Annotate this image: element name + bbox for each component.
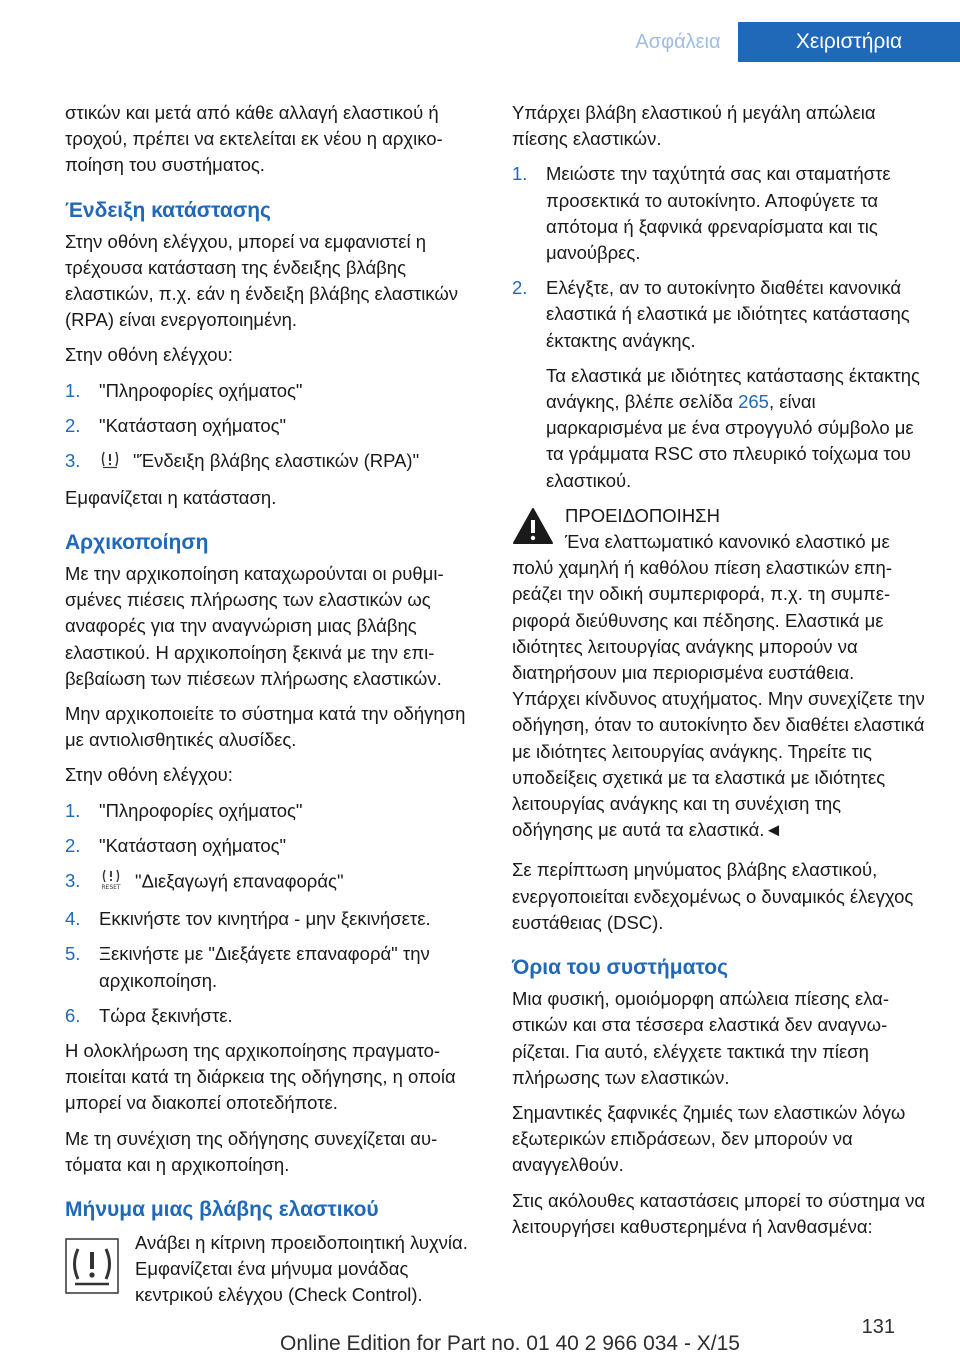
page-reference-link[interactable]: 265: [738, 391, 769, 413]
step-text: Μειώστε την ταχύτητά σας και σταματήστε προσεκτικά το αυτοκίνητο. Αποφύγετε τα απότομα ή ξαφνικά φρεναρίσματα και τις μανούβρες.: [546, 163, 891, 264]
page-footer: [0, 1310, 960, 1362]
warning-triangle-icon: [512, 507, 554, 545]
list-item: [65, 1003, 477, 1029]
init-heading: Αρχικοποίηση: [65, 530, 209, 554]
step-number: 2.: [512, 277, 528, 299]
continue-paragraph: Με τη συνέχιση της οδήγησης συνεχίζεται αυτόματα και η αρχικοποίηση.: [65, 1127, 438, 1175]
limits-paragraph-1: Μια φυσική, ομοιόμορφη απώλεια πίεσης ελαστικών και στα τέσσερα ελαστικά δεν αναγνωρίζεται. Για αυτό, ελέγχετε τακτικά την πίεση πλήρωσης των ελαστικών.: [512, 988, 890, 1088]
list-item: [65, 378, 477, 404]
tire-warning-icon: [99, 449, 121, 476]
limits-heading: Όρια του συστήματος: [512, 956, 729, 980]
status-steps-list: [65, 378, 477, 476]
step-text: "Ένδειξη βλάβης ελαστικών (RPA)": [133, 450, 420, 472]
list-item: [65, 413, 477, 439]
tire-reset-icon: [99, 868, 123, 897]
left-column: [65, 100, 477, 1310]
step-text: "Κατάσταση οχήματος": [99, 834, 287, 856]
step-text: Εκκινήστε τον κινητήρα - μην ξεκινήσετε.: [99, 908, 431, 930]
step-text: "Πληροφορίες οχήματος": [99, 379, 303, 401]
screen-label-2: Στην οθόνη ελέγχου:: [65, 764, 233, 786]
step-text: Τώρα ξεκινήστε.: [99, 1004, 233, 1026]
step-text: Ελέγξτε, αν το αυτοκίνητο διαθέτει κανονικά ελαστικά ή ελαστικά με ιδιότητες κατάστασης έκτακτης ανάγκης.: [546, 277, 910, 351]
list-item: [512, 161, 926, 266]
step-number: 4.: [65, 908, 81, 930]
init-steps-list: [65, 798, 477, 1029]
status-heading: Ένδειξη κατάστασης: [65, 198, 271, 222]
step-text: "Διεξαγωγή επαναφοράς": [135, 870, 344, 892]
intro-paragraph: στικών και μετά από κάθε αλλαγή ελαστικού ή τροχού, πρέπει να εκτελείται εκ νέου η αρχικοποίηση του συστήματος.: [65, 102, 443, 176]
rsc-text-before: Τα ελαστικά με ιδιότητες κατάστασης έκτακτης ανάγκης, βλέπε σελίδα: [546, 364, 920, 413]
warning-body: πολύ χαμηλή ή καθόλου πίεση ελαστικών επηρεάζει την οδική συμπεριφορά, π.χ. τη συμπεριφορά διεύθυνσης και πέδησης. Ελαστικά με ιδιότητες λειτουργίας ανάγκης μπορούν να διατηρήσουν μια περιορισμένα ευστάθεια. Υπάρχει κίνδυνος ατυχήματος. Μην συνεχίζετε την οδήγηση, όταν το αυτοκίνητο δεν διαθέτει ελαστικά με ιδιότητες λειτουργίας ανάγκης. Τηρείτε τις υποδείξεις σχετικά με τα ελαστικά με ιδιότητες λειτουργίας ανάγκης και τη συνέχιση της οδήγησης με αυτά τα ελαστικά.◄: [512, 557, 925, 841]
message-block: [65, 1230, 477, 1310]
list-item: [65, 906, 477, 932]
section-tab: Ασφάλεια: [635, 30, 721, 53]
message-heading: Μήνυμα μιας βλάβης ελαστικού: [65, 1198, 379, 1221]
step-number: 1.: [65, 379, 81, 401]
damage-steps-list: [512, 161, 926, 353]
step-text: Ξεκινήστε με "Διεξάγετε επαναφορά" την αρχικοποίηση.: [99, 943, 430, 991]
damage-paragraph: Υπάρχει βλάβη ελαστικού ή μεγάλη απώλεια πίεσης ελαστικών.: [512, 102, 876, 150]
list-item: [65, 833, 477, 859]
step-number: 3.: [65, 869, 81, 891]
step-number: 5.: [65, 943, 81, 965]
warning-title: ΠΡΟΕΙΔΟΠΟΙΗΣΗ: [565, 504, 720, 526]
step-number: 3.: [65, 450, 81, 472]
dsc-paragraph: Σε περίπτωση μηνύματος βλάβης ελαστικού, ενεργοποιείται ενδεχομένως ο δυναμικός έλεγχος ευστάθειας (DSC).: [512, 859, 914, 933]
step-number: 2.: [65, 414, 81, 436]
page-number: 131: [861, 1316, 895, 1338]
header-tabs: [618, 22, 960, 62]
step-number: 1.: [512, 163, 528, 185]
screen-label-1: Στην οθόνη ελέγχου:: [65, 344, 233, 366]
status-shown-paragraph: Εμφανίζεται η κατάσταση.: [65, 486, 277, 508]
chapter-tab: Χειριστήρια: [738, 22, 960, 62]
status-paragraph: Στην οθόνη ελέγχου, μπορεί να εμφανιστεί η τρέχουσα κατάσταση της ένδειξης βλάβης ελαστικών, π.χ. εάν η ένδειξη βλάβης ελαστικών (RPA) είναι ενεργοποιημένη.: [65, 230, 459, 331]
rsc-paragraph: [512, 363, 926, 494]
rsc-text-after: , είναι μαρκαρισμένα με ένα στρογγυλό σύμβολο με τα γράμματα RSC στο πλευρικό τοίχωμα του ελαστικού.: [546, 391, 914, 491]
list-item: [65, 448, 477, 476]
limits-paragraph-3: Στις ακόλουθες καταστάσεις μπορεί το σύστημα να λειτουργήσει καθυστερημένα ή λανθασμένα:: [512, 1189, 926, 1237]
chains-paragraph: Μην αρχικοποιείτε το σύστημα κατά την οδήγηση με αντιολισθητικές αλυσίδες.: [65, 702, 466, 751]
step-text: "Πληροφορίες οχήματος": [99, 799, 303, 821]
limits-paragraph-2: Σημαντικές ξαφνικές ζημιές των ελαστικών λόγω εξωτερικών επιδράσεων, δεν μπορούν να αναγγελθούν.: [512, 1101, 906, 1176]
list-item: [65, 798, 477, 824]
right-column: [512, 100, 926, 1249]
step-number: 2.: [65, 834, 81, 856]
list-item: [65, 941, 477, 993]
init-paragraph: Με την αρχικοποίηση καταχωρούνται οι ρυθμισμένες πιέσεις πλήρωσης των ελαστικών ως αναφορές για την αναγνώριση μιας βλάβης ελαστικού. Η αρχικοποίηση ξεκινά με την επιβεβαίωση των πιέσεων πλήρωσης ελαστικών.: [65, 562, 444, 689]
completion-paragraph: Η ολοκλήρωση της αρχικοποίησης πραγματοποιείται κατά τη διάρκεια της οδήγησης, η οποία μπορεί να διακοπεί οποτεδήποτε.: [65, 1039, 456, 1114]
svg-text:RESET: RESET: [101, 883, 121, 890]
edition-note: Online Edition for Part no. 01 40 2 966 034 - X/15: [280, 1332, 740, 1355]
warning-block: [512, 503, 926, 844]
step-text: "Κατάσταση οχήματος": [99, 414, 287, 436]
message-paragraph: Ανάβει η κίτρινη προειδοποιητική λυχνία. Εμφανίζεται ένα μήνυμα μονάδας κεντρικού ελέγχου (Check Control).: [135, 1232, 468, 1306]
list-item: [65, 868, 477, 897]
step-number: 1.: [65, 799, 81, 821]
list-item: [512, 275, 926, 354]
warning-first-line: Ένα ελαττωματικό κανονικό ελαστικό με: [565, 531, 890, 553]
step-number: 6.: [65, 1004, 81, 1026]
tire-pressure-warning-icon: [65, 1238, 119, 1294]
